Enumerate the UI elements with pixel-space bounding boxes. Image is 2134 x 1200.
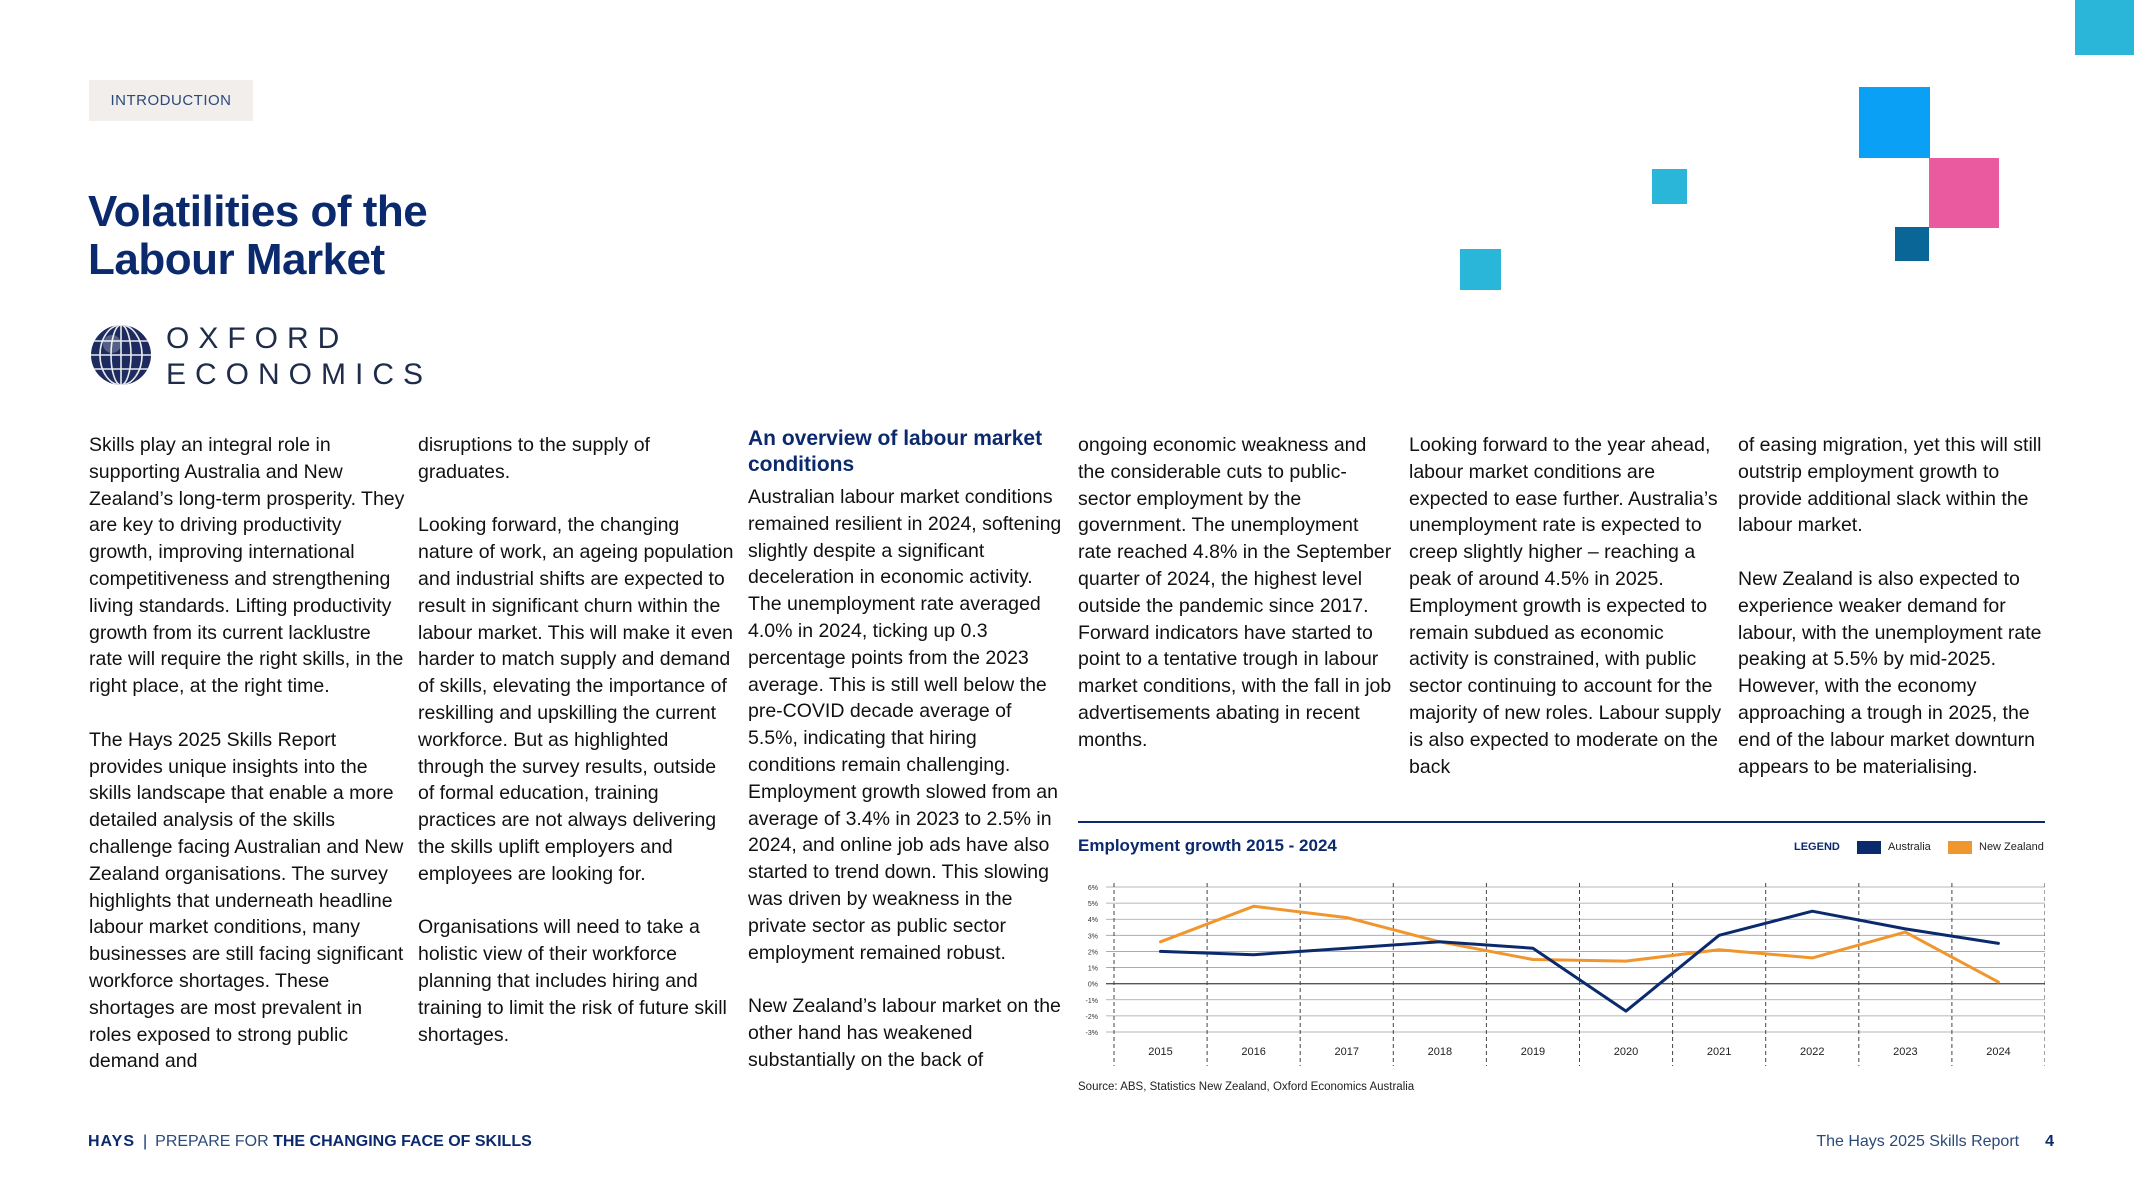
footer-left	[88, 1133, 532, 1151]
text-column-4	[1078, 432, 1396, 754]
text-column-6	[1738, 432, 2056, 780]
paragraph: Looking forward to the year ahead, labour market conditions are expected to ease further. Australia’s unemployment rate is expected to creep slightly higher – reaching a peak of around 4.5% in 2025. Employment growth is expected to remain subdued as economic activity is constrained, with public sector continuing to account for the majority of new roles. Labour supply is also expected to moderate on the back	[1409, 434, 1722, 778]
y-tick-label: -2%	[1085, 1013, 1098, 1021]
text-column-3	[748, 427, 1066, 1074]
chart-title: Employment growth 2015 - 2024	[1078, 836, 1337, 855]
x-tick-label: 2016	[1241, 1046, 1266, 1058]
y-tick-label: 6%	[1087, 885, 1098, 892]
y-tick-label: 5%	[1087, 901, 1098, 909]
footer-separator: |	[142, 1133, 148, 1150]
decor-square	[1895, 227, 1929, 261]
globe-icon	[90, 324, 152, 386]
x-tick-label: 2020	[1613, 1046, 1639, 1058]
x-tick-label: 2023	[1893, 1046, 1918, 1058]
y-tick-label: 2%	[1087, 949, 1098, 957]
logo-line-2: ECONOMICS	[166, 358, 433, 391]
y-tick-label: -3%	[1085, 1030, 1098, 1037]
y-tick-label: 0%	[1087, 981, 1098, 989]
x-tick-label: 2021	[1706, 1046, 1732, 1058]
legend-title: LEGEND	[1794, 841, 1840, 853]
paragraph: disruptions to the supply of graduates.	[418, 434, 650, 483]
section-tag: INTRODUCTION	[89, 80, 253, 121]
decor-square	[1929, 158, 1999, 228]
paragraph: New Zealand’s labour market on the other hand has weakened substantially on the back of	[748, 995, 1061, 1071]
hays-logo: HAYS	[88, 1133, 135, 1150]
legend-swatch-australia	[1857, 841, 1881, 854]
footer-prefix: PREPARE FOR	[155, 1133, 274, 1150]
legend-label-australia: Australia	[1888, 841, 1931, 853]
legend-swatch-new-zealand	[1948, 841, 1972, 854]
chart-rule	[1078, 821, 2045, 823]
paragraph: New Zealand is also expected to experience weaker demand for labour, with the unemployment rate peaking at 5.5% by mid-2025. However, with the economy approaching a trough in 2025, the end of the labour market downturn appears to be materialising.	[1738, 567, 2042, 778]
x-tick-label: 2018	[1427, 1046, 1453, 1058]
x-tick-label: 2017	[1334, 1046, 1359, 1058]
text-column-5	[1409, 432, 1727, 780]
footer-right	[1816, 1133, 2054, 1151]
page-title-line-2: Labour Market	[88, 235, 385, 284]
page-title	[88, 188, 688, 284]
logo-line-1: OXFORD	[166, 322, 349, 355]
employment-growth-chart	[1078, 870, 2045, 1070]
decor-square	[1859, 87, 1930, 158]
paragraph: Looking forward, the changing nature of work, an ageing population and industrial shifts are expected to result in significant churn within the labour market. This will make it even harder to match supply and demand of skills, elevating the importance of reskilling and upskilling the current workforce. But as highlighted through the survey results, outside of formal education, training practices are not always delivering the skills uplift employers and employees are looking for.	[418, 514, 734, 885]
page-number: 4	[2045, 1133, 2054, 1150]
decor-square	[1460, 249, 1501, 290]
decor-square	[1652, 169, 1687, 204]
decor-square	[2075, 0, 2134, 55]
chart-source: Source: ABS, Statistics New Zealand, Oxford Economics Australia	[1078, 1081, 1415, 1093]
paragraph: of easing migration, yet this will still outstrip employment growth to provide additional slack within the labour market.	[1738, 434, 2042, 537]
paragraph: Australian labour market conditions remained resilient in 2024, softening slightly despite a significant deceleration in economic activity. The unemployment rate averaged 4.0% in 2024, ticking up 0.3 percentage points from the 2023 average. This is still well below the pre-COVID decade average of 5.5%, indicating that hiring conditions remain challenging. Employment growth slowed from an average of 3.4% in 2023 to 2.5% in 2024, and online job ads have also started to trend down. This slowing was driven by weakness in the private sector as public sector employment remained robust.	[748, 486, 1062, 964]
section-heading: An overview of labour market conditions	[748, 427, 1043, 476]
report-name: The Hays 2025 Skills Report	[1816, 1133, 2020, 1150]
y-tick-label: 1%	[1087, 965, 1098, 973]
paragraph: ongoing economic weakness and the considerable cuts to public-sector employment by the government. The unemployment rate reached 4.8% in the September quarter of 2024, the highest level outside the pandemic since 2017. Forward indicators have started to point to a tentative trough in labour market conditions, with the fall in job advertisements abating in recent months.	[1078, 434, 1392, 751]
y-tick-label: -1%	[1085, 997, 1098, 1005]
paragraph: Skills play an integral role in supporting Australia and New Zealand’s long-term prosperity. They are key to driving productivity growth, improving international competitiveness and strengthening living standards. Lifting productivity growth from its current lacklustre rate will require the right skills, in the right place, at the right time.	[89, 434, 405, 698]
oxford-economics-logo	[90, 322, 433, 392]
y-tick-label: 4%	[1087, 917, 1098, 925]
text-column-2	[418, 432, 736, 1048]
y-tick-label: 3%	[1087, 933, 1098, 941]
text-column-1	[89, 432, 407, 1075]
paragraph: The Hays 2025 Skills Report provides unique insights into the skills landscape that enable a more detailed analysis of the skills challenge facing Australian and New Zealand organisations. The survey highlights that underneath headline labour market conditions, many businesses are still facing significant workforce shortages. These shortages are most prevalent in roles exposed to strong public demand and	[89, 728, 404, 1073]
paragraph: Organisations will need to take a holistic view of their workforce planning that includes hiring and training to limit the risk of future skill shortages.	[418, 916, 727, 1046]
x-tick-label: 2024	[1986, 1046, 2011, 1058]
x-tick-label: 2019	[1520, 1046, 1546, 1058]
footer-tagline: THE CHANGING FACE OF SKILLS	[273, 1133, 532, 1150]
legend-label-new-zealand: New Zealand	[1979, 841, 2044, 853]
x-tick-label: 2022	[1800, 1046, 1825, 1058]
x-tick-label: 2015	[1148, 1046, 1173, 1058]
page-title-line-1: Volatilities of the	[88, 187, 428, 236]
